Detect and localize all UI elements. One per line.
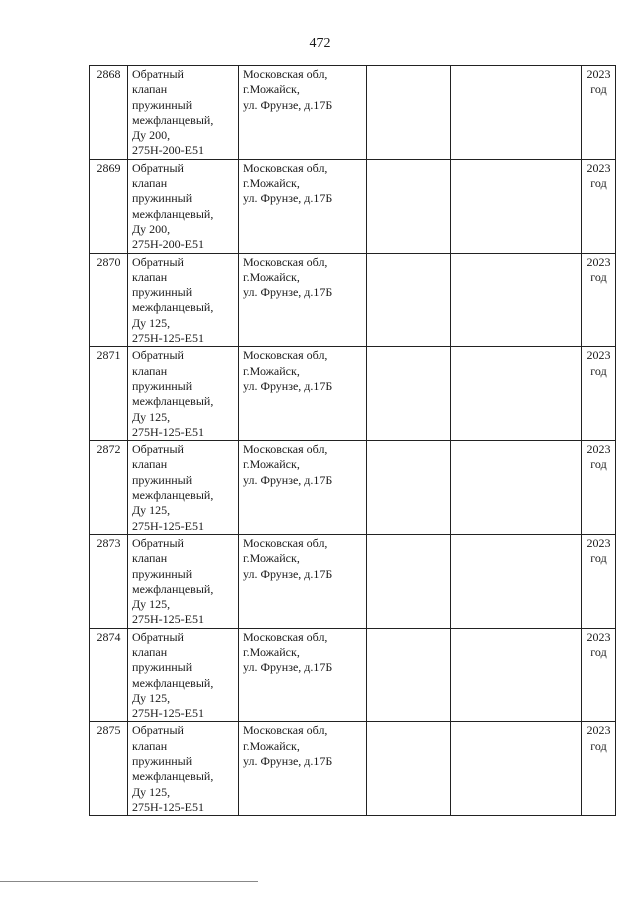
item-name-line: клапан: [132, 644, 168, 659]
item-name-line: пружинный: [132, 660, 193, 675]
item-name-line: 275Н-125-Е51: [132, 331, 204, 346]
year-line: 2023: [586, 629, 611, 644]
item-name-line: Ду 125,: [132, 409, 171, 424]
address-line: Московская обл,: [243, 442, 328, 457]
item-name-line: клапан: [132, 269, 168, 284]
item-name-line: 275Н-125-Е51: [132, 799, 204, 814]
item-name-line: Ду 125,: [132, 503, 171, 518]
item-name-line: 275Н-200-Е51: [132, 237, 204, 252]
item-name-line: межфланцевый,: [132, 488, 214, 503]
table-body: [90, 66, 616, 816]
address-line: ул. Фрунзе, д.17Б: [243, 566, 333, 581]
year-line: 2023: [586, 442, 611, 457]
table-row: [90, 159, 616, 253]
item-name-cell: [128, 441, 239, 535]
equipment-table: [89, 65, 616, 816]
empty-cell: [451, 159, 582, 253]
item-name-cell: [128, 159, 239, 253]
address-line: Московская обл,: [243, 254, 328, 269]
item-name-line: пружинный: [132, 191, 193, 206]
year-line: год: [590, 82, 607, 97]
item-name-line: межфланцевый,: [132, 581, 214, 596]
item-name-line: клапан: [132, 82, 168, 97]
year-line: год: [590, 644, 607, 659]
item-name-line: межфланцевый,: [132, 112, 214, 127]
address-line: ул. Фрунзе, д.17Б: [243, 754, 333, 769]
empty-cell: [367, 66, 451, 160]
item-name-cell: [128, 722, 239, 816]
empty-cell: [367, 534, 451, 628]
address-line: г.Можайск,: [243, 82, 300, 97]
empty-cell: [367, 722, 451, 816]
item-name-line: Обратный: [132, 254, 184, 269]
item-name-line: пружинный: [132, 285, 193, 300]
item-name-line: Ду 125,: [132, 315, 171, 330]
item-name-line: Ду 125,: [132, 597, 171, 612]
item-name-line: пружинный: [132, 754, 193, 769]
row-number-cell: 2874: [90, 628, 128, 722]
empty-cell: [367, 441, 451, 535]
year-line: 2023: [586, 348, 611, 363]
item-name-line: 275Н-125-Е51: [132, 518, 204, 533]
address-line: г.Можайск,: [243, 644, 300, 659]
address-cell: [239, 722, 367, 816]
empty-cell: [367, 253, 451, 347]
item-name-cell: [128, 628, 239, 722]
year-line: год: [590, 551, 607, 566]
item-name-line: межфланцевый,: [132, 769, 214, 784]
address-line: ул. Фрунзе, д.17Б: [243, 660, 333, 675]
address-line: ул. Фрунзе, д.17Б: [243, 97, 333, 112]
item-name-line: Обратный: [132, 535, 184, 550]
address-cell: [239, 253, 367, 347]
empty-cell: [451, 347, 582, 441]
year-cell: [582, 159, 616, 253]
item-name-line: Ду 125,: [132, 784, 171, 799]
item-name-line: клапан: [132, 551, 168, 566]
row-number-cell: 2872: [90, 441, 128, 535]
year-line: год: [590, 457, 607, 472]
table-row: [90, 66, 616, 160]
year-cell: [582, 534, 616, 628]
year-cell: [582, 441, 616, 535]
year-line: год: [590, 269, 607, 284]
item-name-line: клапан: [132, 738, 168, 753]
page-number: 472: [309, 36, 331, 51]
item-name-cell: [128, 534, 239, 628]
address-line: г.Можайск,: [243, 738, 300, 753]
year-cell: [582, 253, 616, 347]
table-row: [90, 347, 616, 441]
year-line: 2023: [586, 535, 611, 550]
empty-cell: [367, 159, 451, 253]
item-name-line: Обратный: [132, 348, 184, 363]
item-name-cell: [128, 253, 239, 347]
item-name-line: Обратный: [132, 442, 184, 457]
year-line: 2023: [586, 160, 611, 175]
item-name-line: 275Н-125-Е51: [132, 612, 204, 627]
table-row: [90, 253, 616, 347]
address-cell: [239, 66, 367, 160]
year-cell: [582, 347, 616, 441]
item-name-line: Обратный: [132, 67, 184, 81]
address-line: г.Можайск,: [243, 176, 300, 191]
item-name-line: пружинный: [132, 566, 193, 581]
item-name-line: Обратный: [132, 723, 184, 738]
item-name-line: Ду 125,: [132, 690, 171, 705]
year-line: год: [590, 363, 607, 378]
row-number-cell: 2871: [90, 347, 128, 441]
year-line: 2023: [586, 254, 611, 269]
address-line: Московская обл,: [243, 160, 328, 175]
item-name-line: Ду 200,: [132, 128, 171, 143]
year-cell: [582, 722, 616, 816]
address-line: Московская обл,: [243, 67, 328, 81]
address-line: ул. Фрунзе, д.17Б: [243, 191, 333, 206]
address-line: Московская обл,: [243, 535, 328, 550]
item-name-line: межфланцевый,: [132, 206, 214, 221]
item-name-line: 275Н-125-Е51: [132, 424, 204, 439]
item-name-line: Ду 200,: [132, 221, 171, 236]
item-name-line: пружинный: [132, 472, 193, 487]
item-name-cell: [128, 347, 239, 441]
empty-cell: [451, 66, 582, 160]
empty-cell: [451, 628, 582, 722]
address-line: ул. Фрунзе, д.17Б: [243, 472, 333, 487]
address-line: г.Можайск,: [243, 551, 300, 566]
year-line: 2023: [586, 67, 611, 81]
item-name-line: 275Н-125-Е51: [132, 706, 204, 721]
item-name-line: межфланцевый,: [132, 394, 214, 409]
address-cell: [239, 441, 367, 535]
empty-cell: [367, 347, 451, 441]
address-cell: [239, 347, 367, 441]
address-line: г.Можайск,: [243, 363, 300, 378]
table-row: [90, 534, 616, 628]
empty-cell: [451, 253, 582, 347]
item-name-line: клапан: [132, 176, 168, 191]
table-row: [90, 441, 616, 535]
footer-rule: [0, 881, 258, 882]
year-cell: [582, 628, 616, 722]
row-number-cell: 2873: [90, 534, 128, 628]
item-name-line: пружинный: [132, 378, 193, 393]
table-row: [90, 628, 616, 722]
item-name-line: межфланцевый,: [132, 675, 214, 690]
item-name-line: пружинный: [132, 97, 193, 112]
item-name-line: Обратный: [132, 629, 184, 644]
address-cell: [239, 159, 367, 253]
empty-cell: [451, 722, 582, 816]
item-name-line: межфланцевый,: [132, 300, 214, 315]
empty-cell: [367, 628, 451, 722]
row-number-cell: 2870: [90, 253, 128, 347]
address-line: ул. Фрунзе, д.17Б: [243, 378, 333, 393]
row-number-cell: 2868: [90, 66, 128, 160]
address-cell: [239, 534, 367, 628]
item-name-line: 275Н-200-Е51: [132, 143, 204, 158]
address-line: г.Можайск,: [243, 457, 300, 472]
year-line: 2023: [586, 723, 611, 738]
address-line: Московская обл,: [243, 723, 328, 738]
row-number-cell: 2869: [90, 159, 128, 253]
address-line: ул. Фрунзе, д.17Б: [243, 285, 333, 300]
empty-cell: [451, 441, 582, 535]
item-name-line: клапан: [132, 363, 168, 378]
item-name-cell: [128, 66, 239, 160]
address-line: Московская обл,: [243, 629, 328, 644]
year-line: год: [590, 176, 607, 191]
year-line: год: [590, 738, 607, 753]
table-row: [90, 722, 616, 816]
address-cell: [239, 628, 367, 722]
empty-cell: [451, 534, 582, 628]
item-name-line: Обратный: [132, 160, 184, 175]
address-line: г.Можайск,: [243, 269, 300, 284]
row-number-cell: 2875: [90, 722, 128, 816]
address-line: Московская обл,: [243, 348, 328, 363]
item-name-line: клапан: [132, 457, 168, 472]
year-cell: [582, 66, 616, 160]
